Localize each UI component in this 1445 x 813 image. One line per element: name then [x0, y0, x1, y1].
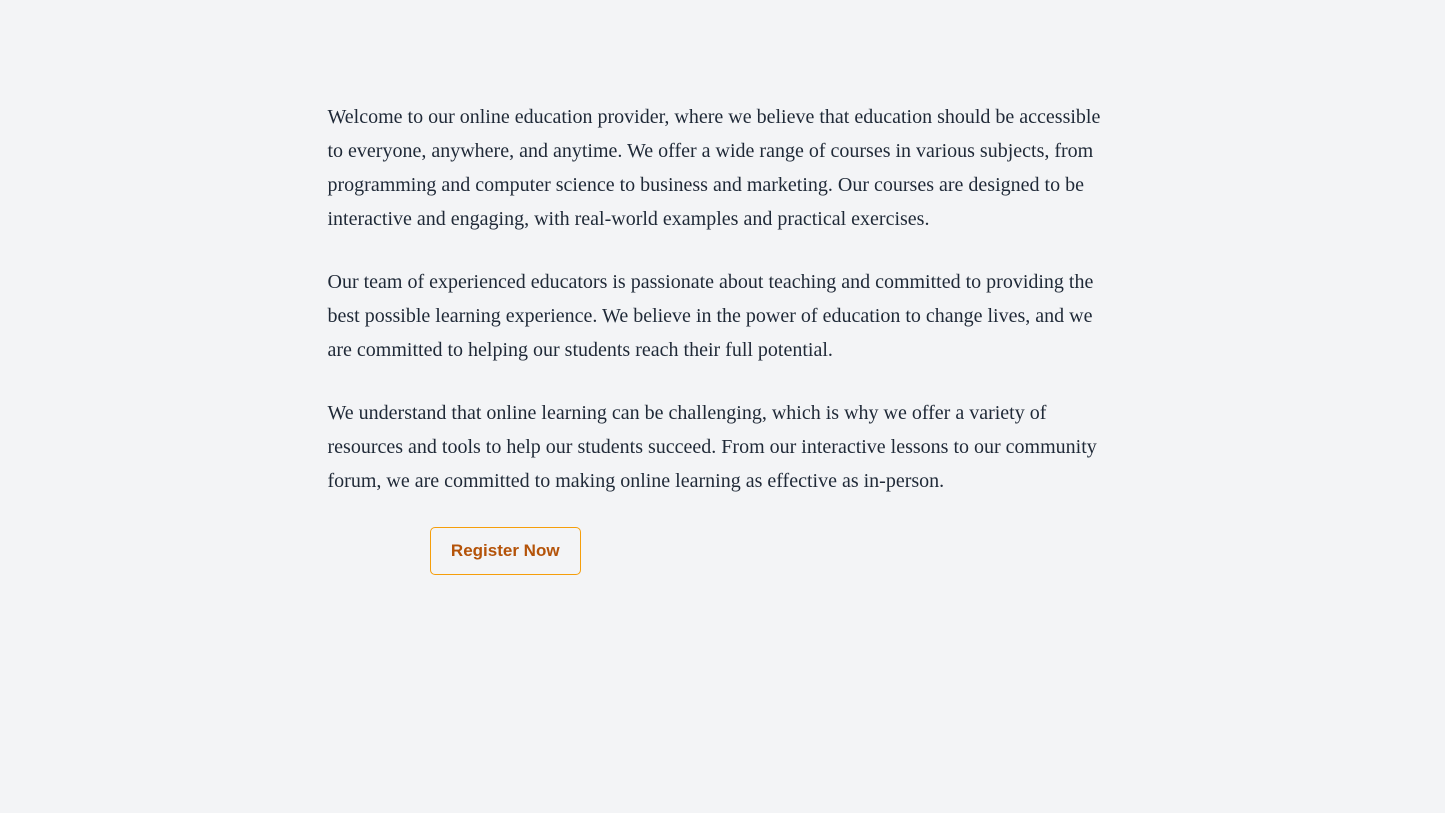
intro-paragraph: Welcome to our online education provider, where we believe that education should be accessible to everyone, anywhere, and anytime. We offer a wide range of courses in various subjects, from programming and computer science to business and marketing. Our courses are designed to be interactive and engaging, with real-world examples and practical exercises.	[327, 106, 1101, 230]
team-paragraph: Our team of experienced educators is passionate about teaching and committed to providing the best possible learning experience. We believe in the power of education to change lives, and we are committed to helping our students reach their full potential.	[327, 271, 1094, 361]
support-paragraph: We understand that online learning can be challenging, which is why we offer a variety of resources and tools to help our students succeed. From our interactive lessons to our community forum, we are committed to making online learning as effective as in-person.	[327, 402, 1097, 492]
cta-row	[328, 527, 684, 575]
register-now-button[interactable]: Register Now	[430, 527, 581, 575]
main-content	[328, 0, 1118, 710]
